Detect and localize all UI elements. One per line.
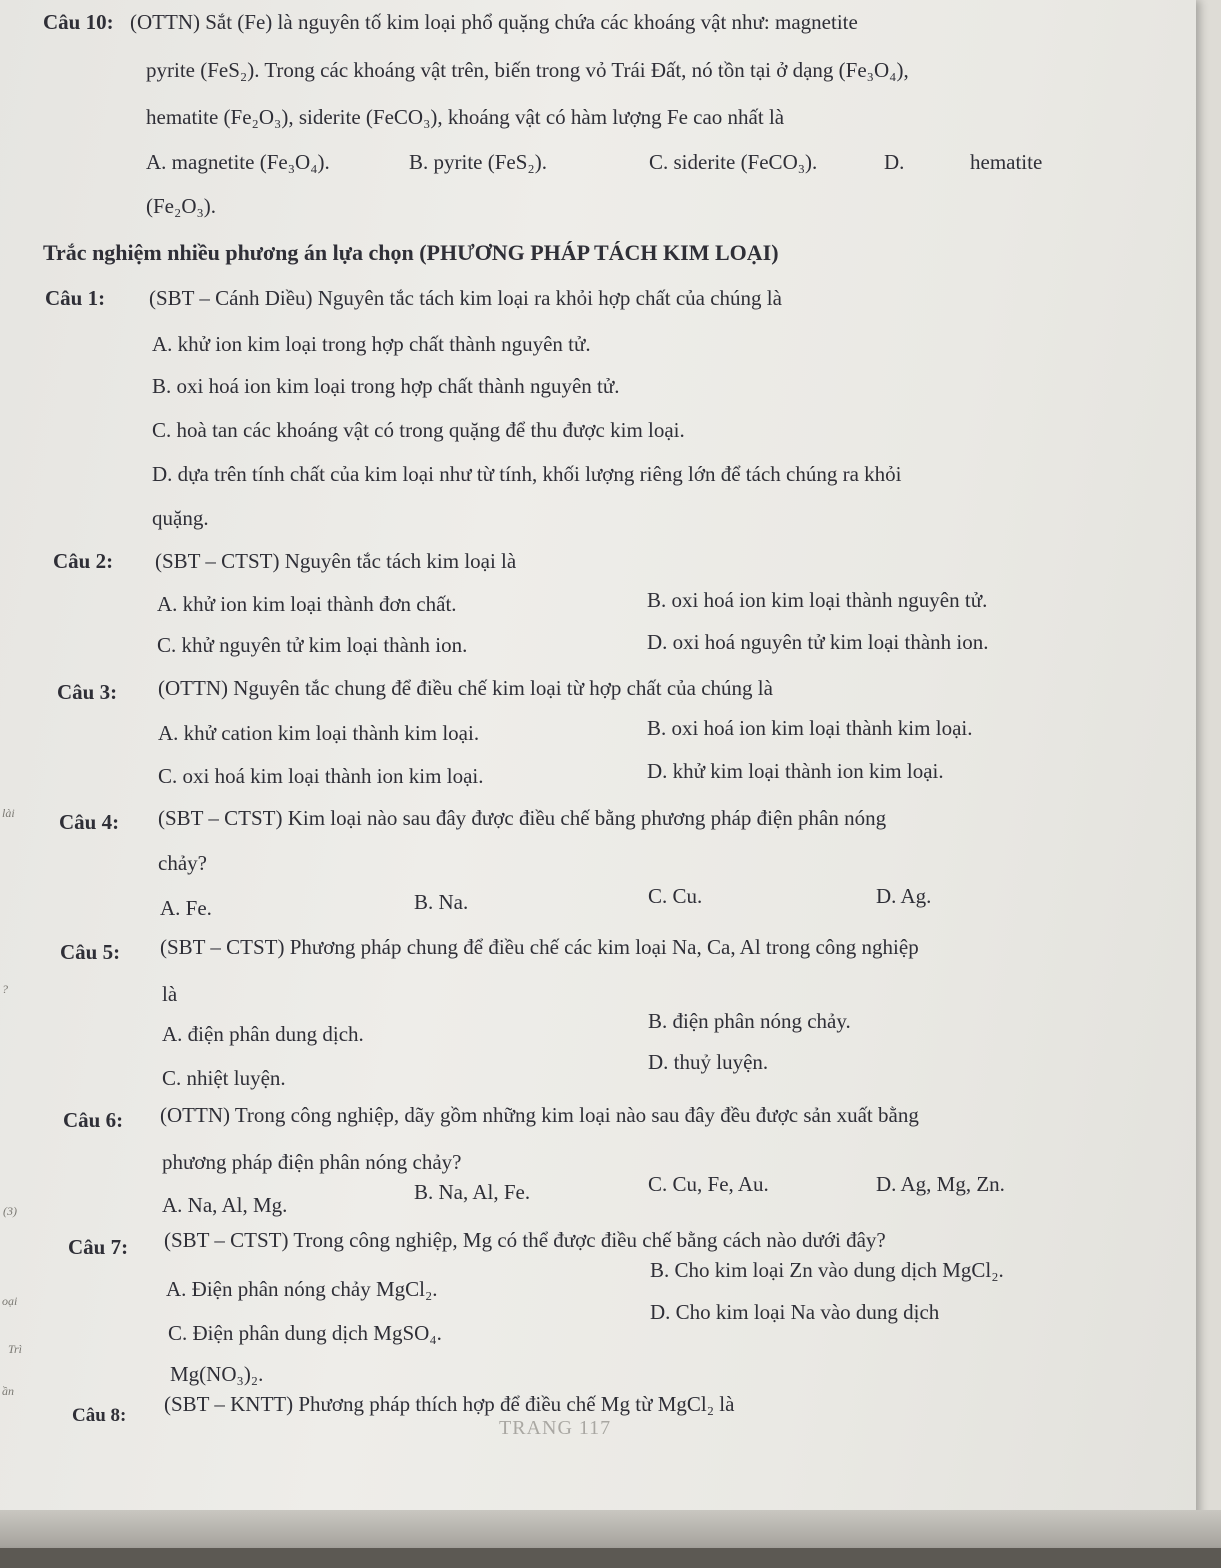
- q3-option-b: B. oxi hoá ion kim loại thành kim loại.: [647, 716, 973, 740]
- q7-label: Câu 7:: [68, 1235, 129, 1259]
- q3-option-c: C. oxi hoá kim loại thành ion kim loại.: [158, 764, 484, 788]
- q10-label: Câu 10:: [43, 10, 114, 34]
- q5-stem-cont: là: [162, 982, 178, 1006]
- q5-option-b: B. điện phân nóng chảy.: [648, 1009, 851, 1033]
- q6-option-d: D. Ag, Mg, Zn.: [876, 1172, 1005, 1196]
- q1-stem: (SBT – Cánh Diều) Nguyên tắc tách kim loại ra khỏi hợp chất của chúng là: [149, 286, 782, 310]
- q1-option-d-cont: quặng.: [152, 506, 209, 530]
- q10-option-b: B. pyrite (FeS₂).: [409, 150, 547, 174]
- margin-note: ?: [2, 982, 8, 996]
- q4-option-d: D. Ag.: [876, 884, 932, 908]
- q2-label: Câu 2:: [53, 549, 114, 573]
- q4-option-a: A. Fe.: [160, 896, 212, 920]
- q3-label: Câu 3:: [57, 680, 118, 704]
- q5-label: Câu 5:: [60, 940, 121, 964]
- q7-option-d: D. Cho kim loại Na vào dung dịch: [650, 1300, 940, 1324]
- q5-stem: (SBT – CTST) Phương pháp chung để điều chế các kim loại Na, Ca, Al trong công nghiệp: [160, 935, 919, 959]
- q2-option-a: A. khử ion kim loại thành đơn chất.: [157, 592, 457, 616]
- q7-option-a: A. Điện phân nóng chảy MgCl₂.: [166, 1277, 438, 1301]
- q10-option-d-cont: (Fe₂O₃).: [146, 194, 217, 218]
- q10-option-a: A. magnetite (Fe₃O₄).: [146, 150, 330, 174]
- q5-option-a: A. điện phân dung dịch.: [162, 1022, 364, 1046]
- q4-stem-cont: chảy?: [158, 851, 207, 875]
- q10-stem-line1: (OTTN) Sắt (Fe) là nguyên tố kim loại phổ quặng chứa các khoáng vật như: magnetite: [130, 10, 858, 34]
- q3-stem: (OTTN) Nguyên tắc chung để điều chế kim loại từ hợp chất của chúng là: [158, 676, 773, 700]
- q5-option-c: C. nhiệt luyện.: [162, 1066, 286, 1090]
- q1-option-d: D. dựa trên tính chất của kim loại như từ tính, khối lượng riêng lớn để tách chúng ra khỏi: [152, 462, 902, 486]
- q6-stem-cont: phương pháp điện phân nóng chảy?: [162, 1150, 462, 1174]
- q1-option-c: C. hoà tan các khoáng vật có trong quặng để thu được kim loại.: [152, 418, 685, 442]
- q3-option-d: D. khử kim loại thành ion kim loại.: [647, 759, 944, 783]
- q4-option-c: C. Cu.: [648, 884, 703, 908]
- q2-option-c: C. khử nguyên tử kim loại thành ion.: [157, 633, 468, 657]
- q2-option-b: B. oxi hoá ion kim loại thành nguyên tử.: [647, 588, 988, 612]
- q5-option-d: D. thuỷ luyện.: [648, 1050, 769, 1074]
- q6-stem: (OTTN) Trong công nghiệp, dãy gồm những kim loại nào sau đây đều được sản xuất bằng: [160, 1103, 919, 1127]
- q1-option-a: A. khử ion kim loại trong hợp chất thành nguyên tử.: [152, 332, 591, 356]
- q1-label: Câu 1:: [45, 286, 106, 310]
- q6-option-b: B. Na, Al, Fe.: [414, 1180, 531, 1204]
- q10-option-d-text: hematite: [970, 150, 1043, 174]
- q2-stem: (SBT – CTST) Nguyên tắc tách kim loại là: [155, 549, 517, 573]
- background-edge: [0, 1548, 1221, 1568]
- q10-stem-line3: hematite (Fe₂O₃), siderite (FeCO₃), khoáng vật có hàm lượng Fe cao nhất là: [146, 105, 785, 129]
- q4-option-b: B. Na.: [414, 890, 469, 914]
- page-number: TRANG 117: [499, 1417, 612, 1439]
- margin-note: Trì: [8, 1342, 23, 1356]
- q10-stem-line2: pyrite (FeS₂). Trong các khoáng vật trên, biến trong vỏ Trái Đất, nó tồn tại ở dạng (Fe₃O₄),: [146, 58, 909, 82]
- q3-option-a: A. khử cation kim loại thành kim loại.: [158, 721, 480, 745]
- section-title: Trắc nghiệm nhiều phương án lựa chọn (PHƯƠNG PHÁP TÁCH KIM LOẠI): [43, 240, 779, 265]
- q8-stem: (SBT – KNTT) Phương pháp thích hợp để điều chế Mg từ MgCl₂ là: [164, 1392, 735, 1416]
- q4-stem: (SBT – CTST) Kim loại nào sau đây được điều chế bằng phương pháp điện phân nóng: [158, 806, 887, 830]
- q7-stem: (SBT – CTST) Trong công nghiệp, Mg có thể được điều chế bằng cách nào dưới đây?: [164, 1228, 886, 1252]
- q7-option-d-cont: Mg(NO₃)₂.: [170, 1362, 264, 1386]
- q10-option-d-label: D.: [884, 150, 905, 174]
- q6-option-c: C. Cu, Fe, Au.: [648, 1172, 769, 1196]
- q6-label: Câu 6:: [63, 1108, 124, 1132]
- margin-note: ần: [2, 1384, 14, 1398]
- q6-option-a: A. Na, Al, Mg.: [162, 1193, 288, 1217]
- margin-note: (3): [3, 1204, 17, 1218]
- q7-option-c: C. Điện phân dung dịch MgSO₄.: [168, 1321, 442, 1345]
- q2-option-d: D. oxi hoá nguyên tử kim loại thành ion.: [647, 630, 989, 654]
- margin-note: oại: [2, 1294, 18, 1308]
- q7-option-b: B. Cho kim loại Zn vào dung dịch MgCl₂.: [650, 1258, 1004, 1282]
- q1-option-b: B. oxi hoá ion kim loại trong hợp chất thành nguyên tử.: [152, 374, 620, 398]
- margin-note: lài: [2, 806, 15, 820]
- q8-label: Câu 8:: [72, 1405, 127, 1426]
- q10-option-c: C. siderite (FeCO₃).: [649, 150, 818, 174]
- q4-label: Câu 4:: [59, 810, 120, 834]
